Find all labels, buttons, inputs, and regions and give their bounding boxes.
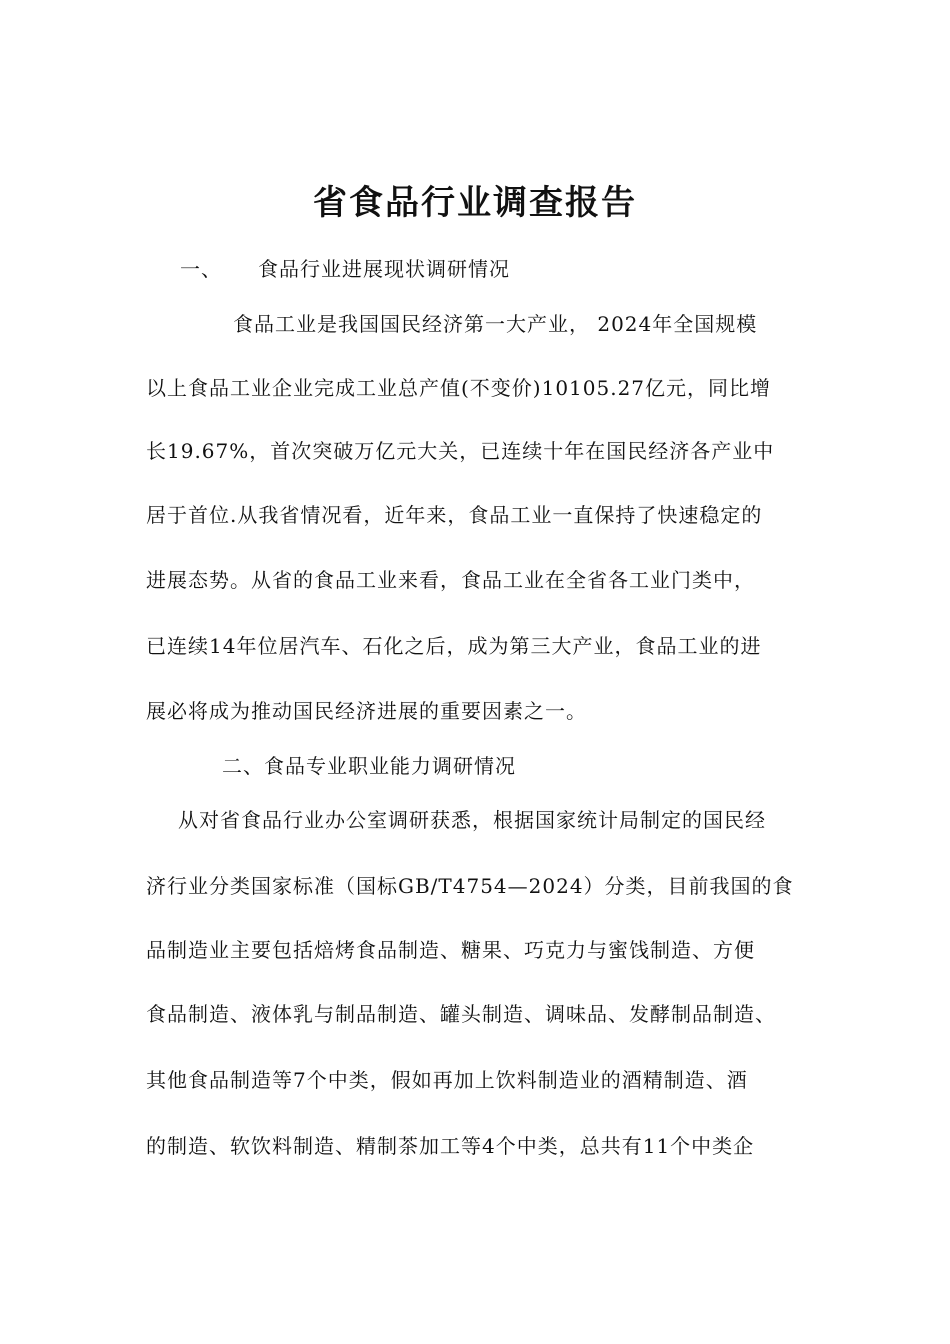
section2-paragraph-line: 济行业分类国家标准（国标GB/T4754—2024）分类，目前我国的食 (146, 874, 794, 898)
section1-paragraph-line: 以上食品工业企业完成工业总产值(不变价)10105.27亿元，同比增 (146, 376, 772, 400)
section2-paragraph-line: 的制造、软饮料制造、精制茶加工等4个中类，总共有11个中类企 (146, 1134, 755, 1158)
section1-number: 一、 (180, 257, 222, 281)
section2-heading: 二、食品专业职业能力调研情况 (222, 754, 516, 778)
section1-paragraph-line: 展必将成为推动国民经济进展的重要因素之一。 (146, 699, 587, 723)
section2-paragraph-line: 食品制造、液体乳与制品制造、罐头制造、调味品、发酵制品制造、 (146, 1002, 776, 1026)
section2-paragraph-line: 其他食品制造等7个中类，假如再加上饮料制造业的酒精制造、酒 (146, 1068, 748, 1092)
section1-paragraph-line: 已连续14年位居汽车、石化之后，成为第三大产业，食品工业的进 (146, 634, 762, 658)
section1-paragraph-line: 长19.67%，首次突破万亿元大关，已连续十年在国民经济各产业中 (146, 439, 775, 463)
section2-paragraph-line: 从对省食品行业办公室调研获悉，根据国家统计局制定的国民经 (178, 808, 766, 832)
section1-heading: 食品行业进展现状调研情况 (258, 257, 510, 281)
section1-paragraph-line: 进展态势。从省的食品工业来看，食品工业在全省各工业门类中， (146, 568, 755, 592)
section1-paragraph-line: 食品工业是我国国民经济第一大产业， 2024年全国规模 (233, 312, 758, 336)
document-title: 省食品行业调查报告 (313, 183, 637, 223)
section2-paragraph-line: 品制造业主要包括焙烤食品制造、糖果、巧克力与蜜饯制造、方便 (146, 938, 755, 962)
section1-paragraph-line: 居于首位.从我省情况看，近年来，食品工业一直保持了快速稳定的 (146, 503, 763, 527)
